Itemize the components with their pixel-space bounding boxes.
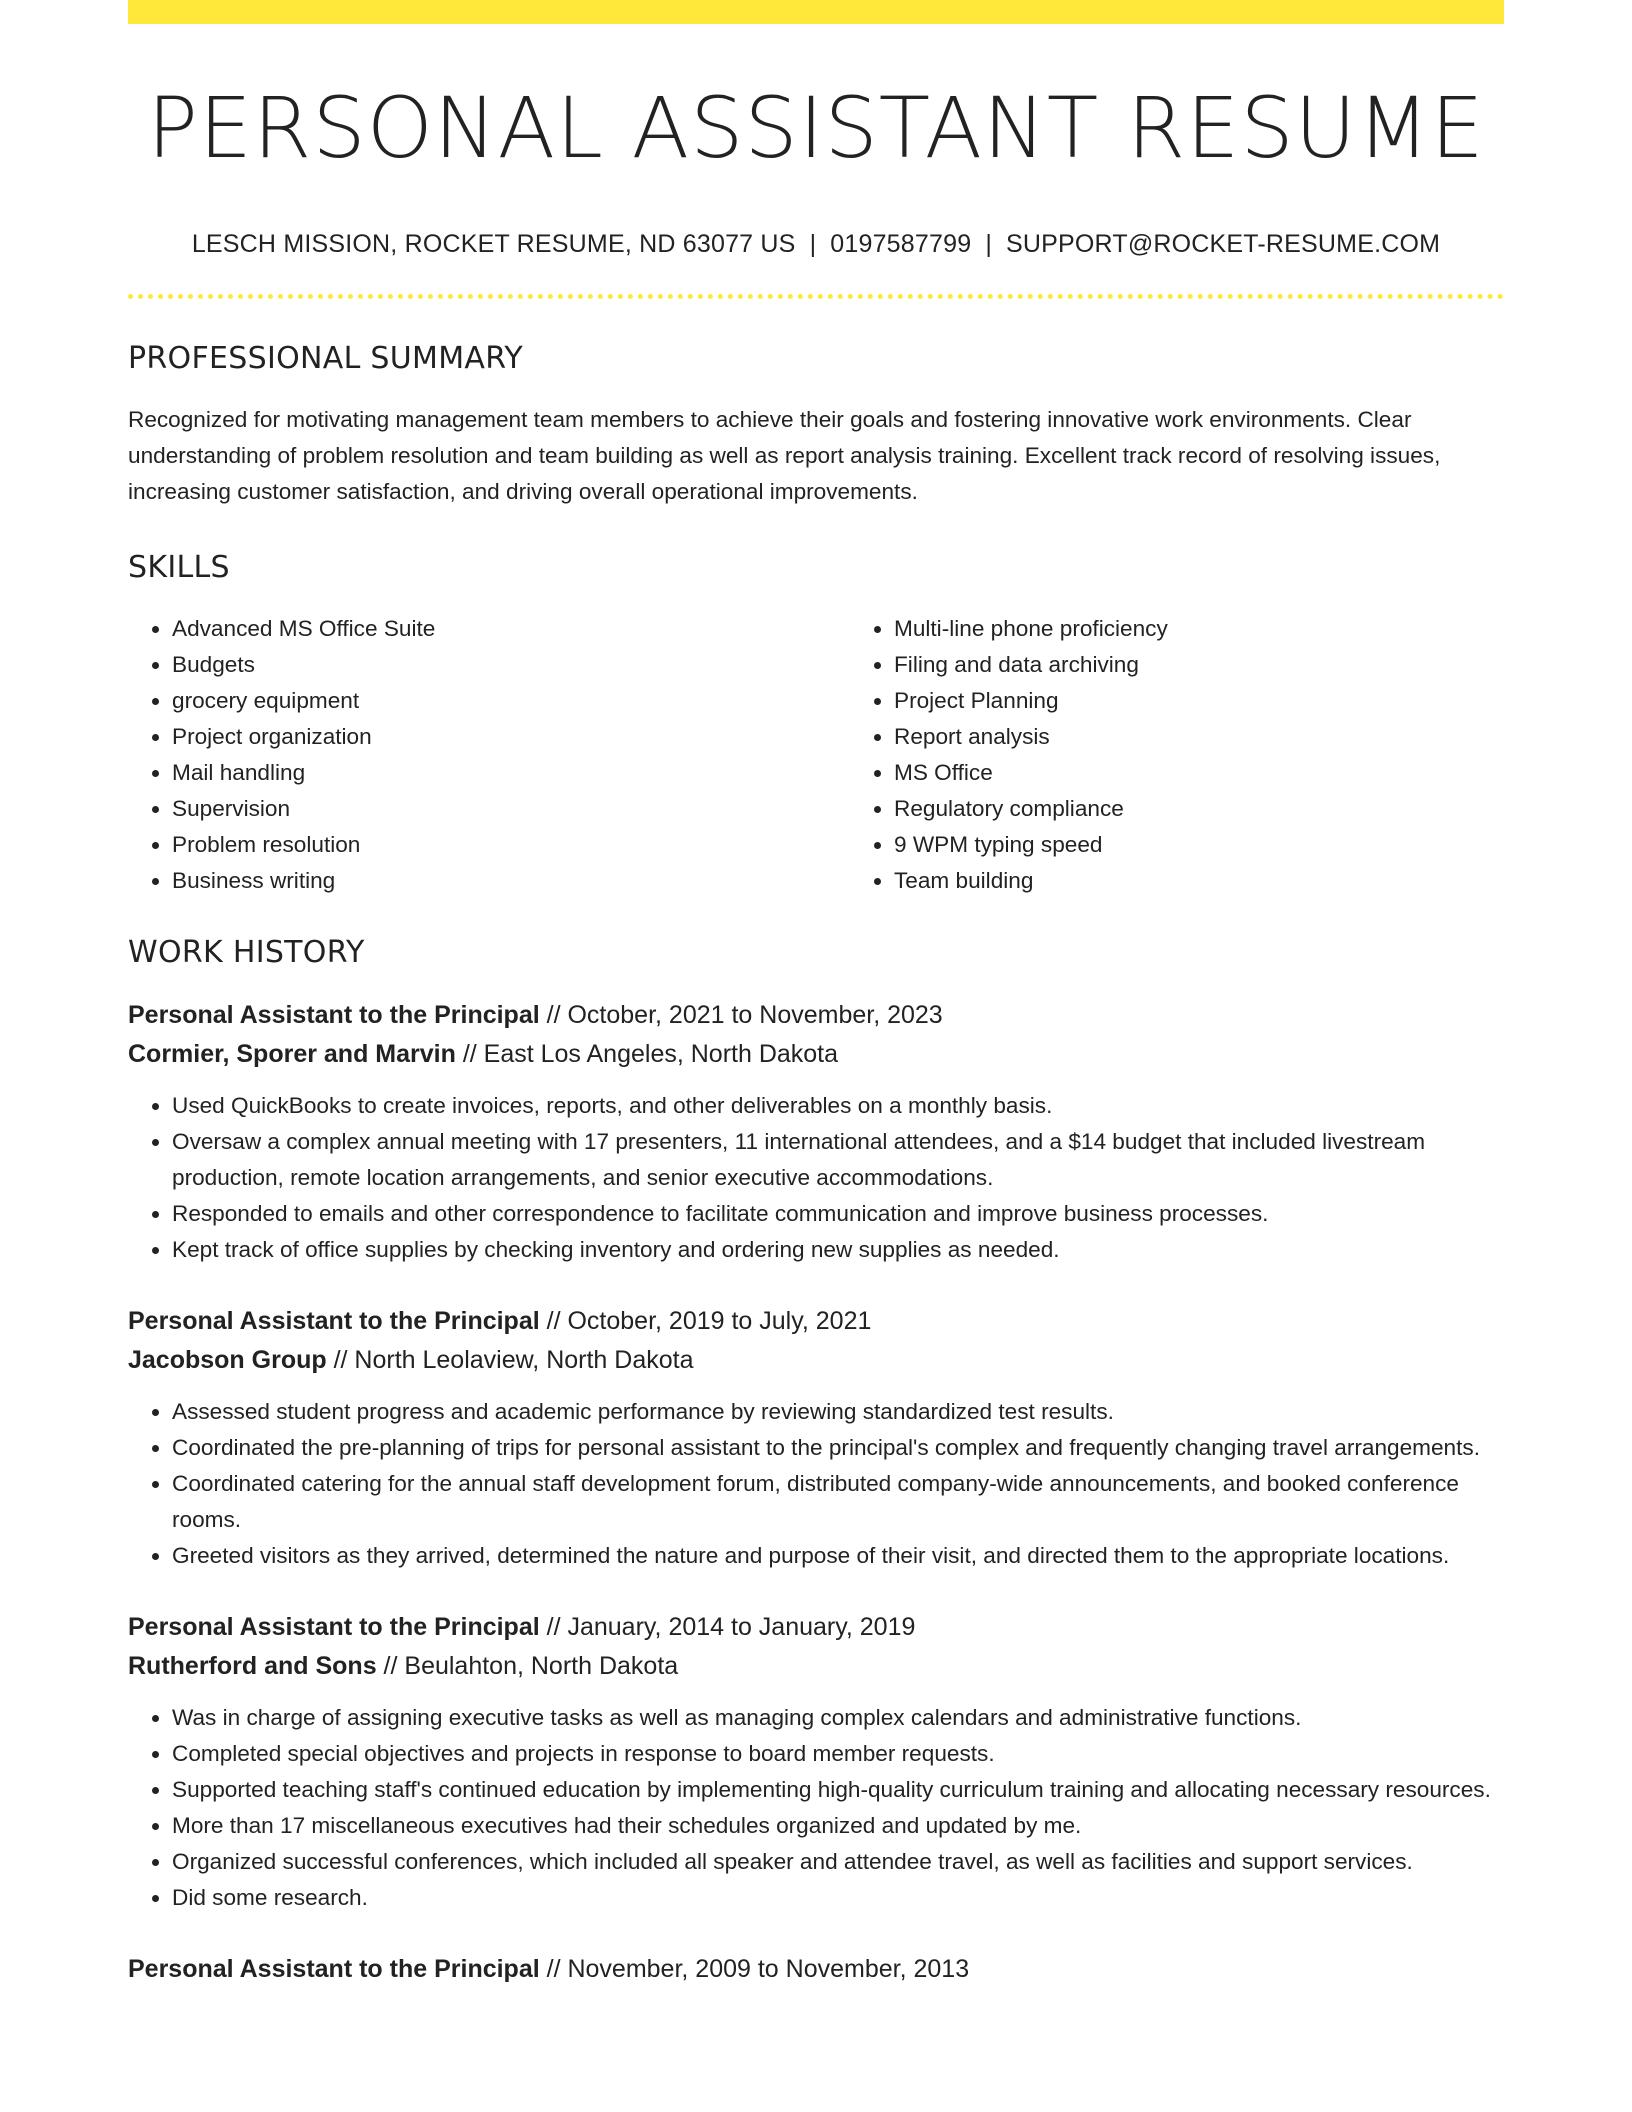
job-location: // North Leolaview, North Dakota [326, 1346, 694, 1375]
job-dates: // October, 2019 to July, 2021 [539, 1307, 872, 1336]
job-company-line [128, 1647, 1504, 1686]
job-bullet: • Coordinated catering for the annual staff development forum, distributed company-wide announcements, and booked conference rooms. [172, 1466, 1504, 1538]
job-bullet: • Coordinated the pre-planning of trips for personal assistant to the principal's complex and frequently changing travel arrangements. [172, 1430, 1504, 1466]
job-dates: // January, 2014 to January, 2019 [539, 1613, 916, 1642]
job-role-line [128, 1608, 1504, 1647]
skill-item: • Multi-line phone proficiency [894, 611, 1504, 647]
resume-title: PERSONAL ASSISTANT RESUME [147, 79, 1485, 177]
contact-separator: | [809, 230, 817, 259]
skill-item: • Supervision [172, 791, 850, 827]
skill-item: • Project Planning [894, 683, 1504, 719]
contact-line [128, 230, 1504, 259]
job-bullets [128, 1394, 1504, 1574]
job-bullets [128, 1088, 1504, 1268]
job-bullet: • More than 17 miscellaneous executives had their schedules organized and updated by me. [172, 1808, 1504, 1844]
job-entry [128, 1608, 1504, 1916]
skill-item: • Regulatory compliance [894, 791, 1504, 827]
job-role: Personal Assistant to the Principal [128, 1001, 540, 1030]
skill-item: • Budgets [172, 647, 850, 683]
job-role-line [128, 1950, 1504, 1989]
job-company-line [128, 1341, 1504, 1380]
skill-item: • Project organization [172, 719, 850, 755]
job-dates: // November, 2009 to November, 2013 [539, 1955, 970, 1984]
job-bullet: • Completed special objectives and projects in response to board member requests. [172, 1736, 1504, 1772]
job-bullet: • Was in charge of assigning executive tasks as well as managing complex calendars and administrative functions. [172, 1700, 1504, 1736]
job-company: Jacobson Group [128, 1346, 327, 1375]
job-role: Personal Assistant to the Principal [128, 1955, 540, 1984]
job-bullet: • Supported teaching staff's continued education by implementing high-quality curriculum training and allocating necessary resources. [172, 1772, 1504, 1808]
job-company-line [128, 1035, 1504, 1074]
job-bullet: • Kept track of office supplies by checking inventory and ordering new supplies as needed. [172, 1232, 1504, 1268]
skill-item: • Problem resolution [172, 827, 850, 863]
contact-separator: | [985, 230, 993, 259]
job-bullet: • Responded to emails and other correspondence to facilitate communication and improve business processes. [172, 1196, 1504, 1232]
contact-phone: 0197587799 [830, 230, 972, 259]
job-bullet: • Greeted visitors as they arrived, determined the nature and purpose of their visit, and directed them to the appropriate locations. [172, 1538, 1504, 1574]
job-bullets [128, 1700, 1504, 1916]
skill-item: • 9 WPM typing speed [894, 827, 1504, 863]
job-company: Rutherford and Sons [128, 1652, 377, 1681]
contact-address: LESCH MISSION, ROCKET RESUME, ND 63077 US [191, 230, 796, 259]
dotted-divider [128, 294, 1504, 299]
skill-item: • Filing and data archiving [894, 647, 1504, 683]
job-role: Personal Assistant to the Principal [128, 1613, 540, 1642]
summary-text: Recognized for motivating management team members to achieve their goals and fostering innovative work environments. Clear understanding of problem resolution and team building as well as report analysis training. Excellent track record of resolving issues, increasing customer satisfaction, and driving overall operational improvements. [128, 407, 1441, 505]
job-location: // Beulahton, North Dakota [376, 1652, 679, 1681]
skill-item: • grocery equipment [172, 683, 850, 719]
job-role-line [128, 1302, 1504, 1341]
skills-heading: SKILLS [128, 550, 230, 586]
skills-column-left [128, 611, 850, 899]
skills-column-right [850, 611, 1504, 899]
skill-item: • Team building [894, 863, 1504, 899]
job-role-line [128, 996, 1504, 1035]
skill-item: • Business writing [172, 863, 850, 899]
job-location: // East Los Angeles, North Dakota [455, 1040, 839, 1069]
summary-heading: PROFESSIONAL SUMMARY [128, 341, 524, 377]
job-bullet: • Did some research. [172, 1880, 1504, 1916]
skill-item: • Advanced MS Office Suite [172, 611, 850, 647]
job-bullet: • Oversaw a complex annual meeting with 17 presenters, 11 international attendees, and a $14 budget that included livestream production, remote location arrangements, and senior executive accommodations. [172, 1124, 1504, 1196]
accent-bar [128, 0, 1504, 24]
job-bullet: • Used QuickBooks to create invoices, reports, and other deliverables on a monthly basis. [172, 1088, 1504, 1124]
job-entry [128, 996, 1504, 1268]
job-company: Cormier, Sporer and Marvin [128, 1040, 456, 1069]
skill-item: • Report analysis [894, 719, 1504, 755]
job-dates: // October, 2021 to November, 2023 [539, 1001, 943, 1030]
contact-email: SUPPORT@ROCKET-RESUME.COM [1006, 230, 1441, 259]
resume-content [128, 24, 1504, 1989]
skill-item: • MS Office [894, 755, 1504, 791]
job-entry [128, 1950, 1504, 1989]
work-history-heading: WORK HISTORY [128, 935, 365, 971]
job-bullet: • Organized successful conferences, which included all speaker and attendee travel, as well as facilities and support services. [172, 1844, 1504, 1880]
skills-list [128, 611, 1504, 899]
job-bullet: • Assessed student progress and academic performance by reviewing standardized test results. [172, 1394, 1504, 1430]
skill-item: • Mail handling [172, 755, 850, 791]
job-role: Personal Assistant to the Principal [128, 1307, 540, 1336]
job-entry [128, 1302, 1504, 1574]
